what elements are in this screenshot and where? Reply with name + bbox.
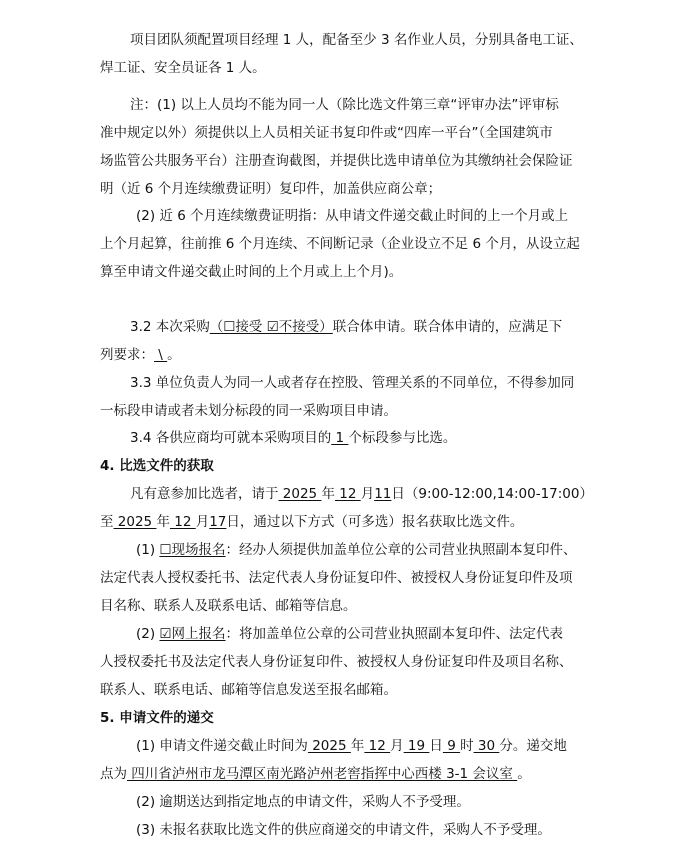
body-text: (2) 逾期送达到指定地点的申请文件，采购人不予受理。: [136, 794, 470, 810]
note-text: 场监管公共服务平台）注册查询截图，并提供比选申请单位为其缴纳社会保险证: [100, 153, 573, 169]
consortium-requirement: \: [154, 347, 168, 363]
text-line: [130, 373, 574, 393]
clause-text: 。: [167, 347, 181, 363]
onsite-registration-option: ☐现场报名: [159, 542, 226, 558]
end-year: 2025: [113, 514, 157, 530]
clause-text: 3.2 本次采购: [130, 319, 210, 335]
paragraph-text: 焊工证、安全员证各 1 人。: [100, 60, 266, 76]
text-line: [100, 680, 397, 700]
body-text: 凡有意参加比选者，请于: [130, 486, 279, 502]
body-text: 联系人、联系电话、邮箱等信息发送至报名邮箱。: [100, 682, 397, 698]
lot-count: 1: [331, 430, 349, 446]
note-text: 注：(1) 以上人员均不能为同一人（除比选文件第三章“评审办法”评审标: [130, 97, 559, 113]
body-text: (3) 未报名获取比选文件的供应商递交的申请文件，采购人不予受理。: [136, 822, 551, 838]
text-line: [100, 652, 573, 672]
body-text: 。: [517, 766, 531, 782]
text-line: [130, 484, 593, 504]
body-text: ：将加盖单位公章的公司营业执照副本复印件、法定代表: [225, 626, 564, 642]
text-line: [100, 179, 441, 199]
clause-text: 3.3 单位负责人为同一人或者存在控股、管理关系的不同单位，不得参加同: [130, 375, 575, 391]
submission-address: 四川省泸州市龙马潭区南光路泸州老窖指挥中心西楼 3-1 会议室: [127, 766, 518, 782]
paragraph-text: 项目团队须配置项目经理 1 人，配备至少 3 名作业人员，分别具备电工证、: [130, 32, 583, 48]
body-text: 月: [390, 738, 404, 754]
body-text: (2): [136, 626, 160, 642]
consortium-choice: （☐接受 ☑不接受）: [209, 319, 333, 335]
body-text: 目名称、联系人及联系电话、邮箱等信息。: [100, 598, 357, 614]
text-line: [100, 123, 553, 143]
note-text: 算至申请文件递交截止时间的上个月或上上个月)。: [100, 264, 403, 280]
text-line: [100, 596, 357, 616]
text-line: [136, 820, 551, 840]
body-text: 至: [100, 514, 114, 530]
body-text: 分。递交地: [499, 738, 567, 754]
start-year: 2025: [278, 486, 322, 502]
body-text: 年: [350, 738, 365, 754]
text-line: [100, 151, 573, 171]
deadline-hour: 9: [442, 738, 461, 754]
body-text: (1): [136, 542, 160, 558]
text-line: [100, 262, 402, 282]
text-line: [130, 95, 559, 115]
text-line: [100, 512, 523, 532]
deadline-minute: 30: [473, 738, 500, 754]
note-text: 明（近 6 个月连续缴费证明）复印件，加盖供应商公章；: [100, 181, 442, 197]
body-text: 日: [429, 738, 443, 754]
body-text: ：经办人须提供加盖单位公章的公司营业执照副本复印件、: [225, 542, 577, 558]
section-heading: [100, 708, 214, 728]
text-line: [100, 58, 266, 78]
text-line: [136, 792, 470, 812]
body-text: 年: [321, 486, 335, 502]
heading-text: 5. 申请文件的递交: [100, 710, 214, 726]
clause-text: 一标段申请或者未划分标段的同一采购项目申请。: [100, 403, 397, 419]
body-text: 月: [195, 514, 210, 530]
start-month: 12: [334, 486, 361, 502]
note-text: 准中规定以外）须提供以上人员相关证书复印件或“四库一平台”（全国建筑市: [100, 125, 553, 141]
body-text: 法定代表人授权委托书、法定代表人身份证复印件、被授权人身份证复印件及项: [100, 570, 573, 586]
text-line: [136, 736, 567, 756]
clause-text: 3.4 各供应商均可就本采购项目的: [130, 430, 332, 446]
text-line: [100, 401, 397, 421]
text-line: [136, 624, 563, 644]
body-text: 年: [156, 514, 170, 530]
body-text: 时: [460, 738, 474, 754]
clause-text: 列要求：: [100, 347, 154, 363]
text-line: [100, 345, 181, 365]
text-line: [130, 428, 456, 448]
text-line: [100, 568, 573, 588]
text-line: [130, 317, 562, 337]
text-line: [130, 30, 583, 50]
deadline-day: 19: [403, 738, 430, 754]
text-line: [136, 206, 568, 226]
body-text: 日，通过以下方式（可多选）报名获取比选文件。: [226, 514, 524, 530]
clause-text: 联合体申请。联合体申请的，应满足下: [332, 319, 563, 335]
section-heading: [100, 456, 214, 476]
body-text: 点为: [100, 766, 127, 782]
end-day: 17: [209, 514, 227, 530]
body-text: (1) 申请文件递交截止时间为: [136, 738, 308, 754]
clause-text: 个标段参与比选。: [348, 430, 457, 446]
end-month: 12: [169, 514, 196, 530]
deadline-year: 2025: [307, 738, 351, 754]
text-line: [100, 764, 531, 784]
body-text: 人授权委托书及法定代表人身份证复印件、被授权人身份证复印件及项目名称、: [100, 654, 573, 670]
heading-text: 4. 比选文件的获取: [100, 458, 214, 474]
note-text: (2) 近 6 个月连续缴费证明指：从申请文件递交截止时间的上一个月或上: [136, 208, 569, 224]
text-line: [136, 540, 577, 560]
note-text: 上个月起算，往前推 6 个月连续、不间断记录（企业设立不足 6 个月，从设立起: [100, 236, 580, 252]
online-registration-option: ☑网上报名: [159, 626, 226, 642]
body-text: 日（9:00-12:00,14:00-17:00）: [391, 486, 593, 502]
body-text: 月: [360, 486, 375, 502]
deadline-month: 12: [364, 738, 391, 754]
start-day: 11: [374, 486, 392, 502]
text-line: [100, 234, 580, 254]
